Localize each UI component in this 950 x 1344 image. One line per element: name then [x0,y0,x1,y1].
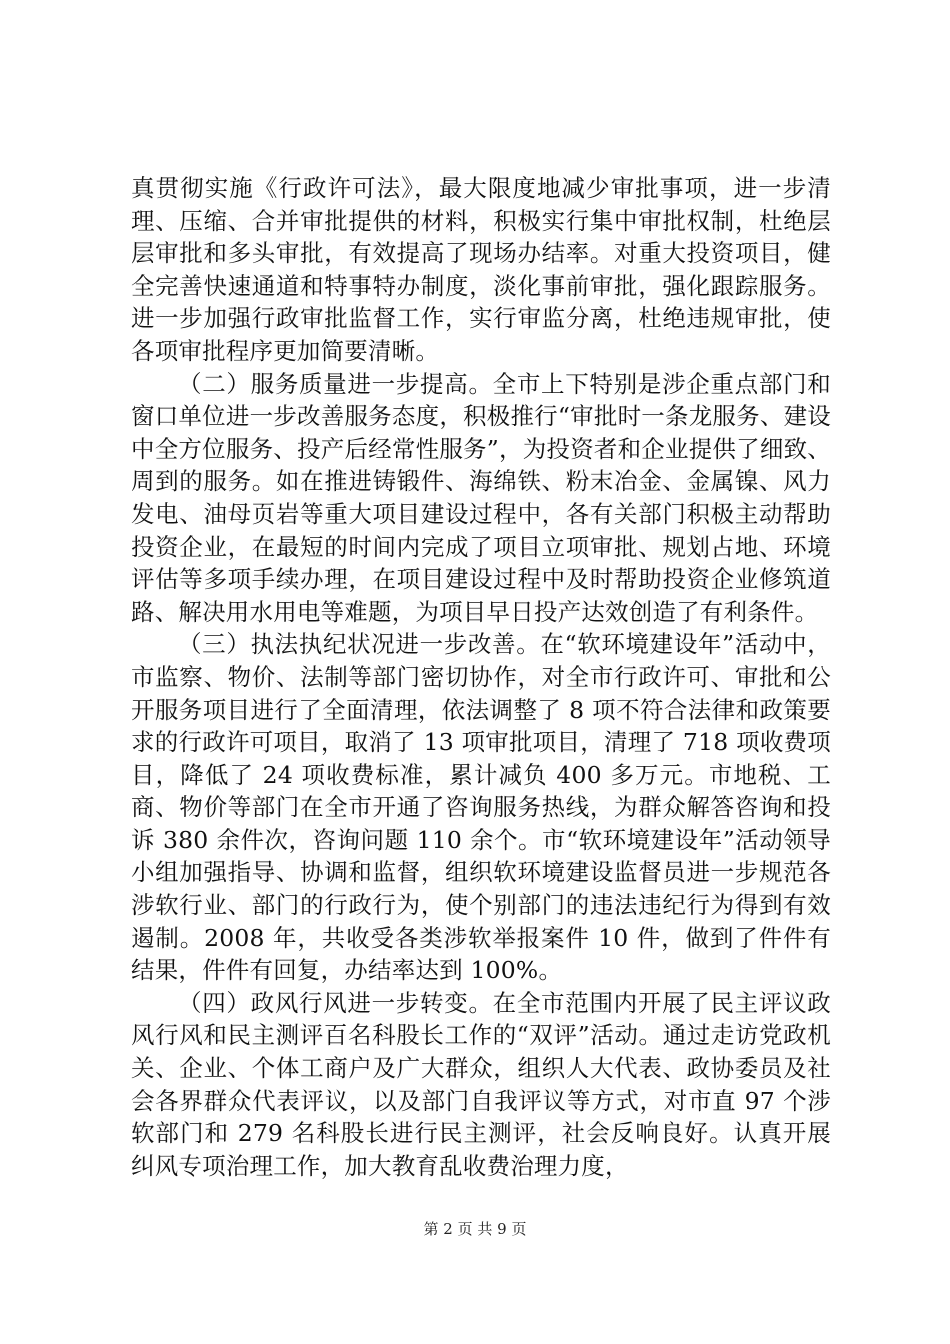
document-body [131,172,831,1182]
paragraph-government-style: （四）政风行风进一步转变。在全市范围内开展了民主评议政风行风和民主测评百名科股长工作的“双评”活动。通过走访党政机关、企业、个体工商户及广大群众，组织人大代表、政协委员及社会各界群众代表评议，以及部门自我评议等方式，对市直 97 个涉软部门和 279 名科股长进行民主测评，社会反响良好。认真开展纠风专项治理工作，加大教育乱收费治理力度， [131,988,831,1180]
paragraph-law-enforcement: （三）执法执纪状况进一步改善。在“软环境建设年”活动中，市监察、物价、法制等部门密切协作，对全市行政许可、审批和公开服务项目进行了全面清理，依法调整了 8 项不符合法律和政策要求的行政许可项目，取消了 13 项审批项目，清理了 718 项收费项目，降低了 24 项收费标准，累计减负 400 多万元。市地税、工商、物价等部门在全市开通了咨询服务热线，为群众解答咨询和投诉 380 余件次，咨询问题 110 余个。市“软环境建设年”活动领导小组加强指导、协调和监督，组织软环境建设监督员进一步规范各涉软行业、部门的行政行为，使个别部门的违法违纪行为得到有效遏制。2008 年，共收受各类涉软举报案件 10 件，做到了件件有结果，件件有回复，办结率达到 100%。 [131,630,831,985]
paragraph-continuation: 真贯彻实施《行政许可法》，最大限度地减少审批事项，进一步清理、压缩、合并审批提供的材料，积极实行集中审批权制，杜绝层层审批和多头审批，有效提高了现场办结率。对重大投资项目，健全完善快速通道和特事特办制度，淡化事前审批，强化跟踪服务。进一步加强行政审批监督工作，实行审监分离，杜绝违规审批，使各项审批程序更加简要清晰。 [131,174,831,365]
page-footer: 第 2 页 共 9 页 [423,1220,527,1238]
paragraph-service-quality: （二）服务质量进一步提高。全市上下特别是涉企重点部门和窗口单位进一步改善服务态度，积极推行“审批时一条龙服务、建设中全方位服务、投产后经常性服务”，为投资者和企业提供了细致、周到的服务。如在推进铸锻件、海绵铁、粉末冶金、金属镍、风力发电、油母页岩等重大项目建设过程中，各有关部门积极主动帮助投资企业，在最短的时间内完成了项目立项审批、规划占地、环境评估等多项手续办理，在项目建设过程中及时帮助投资企业修筑道路、解决用水用电等难题，为项目早日投产达效创造了有利条件。 [131,369,831,626]
